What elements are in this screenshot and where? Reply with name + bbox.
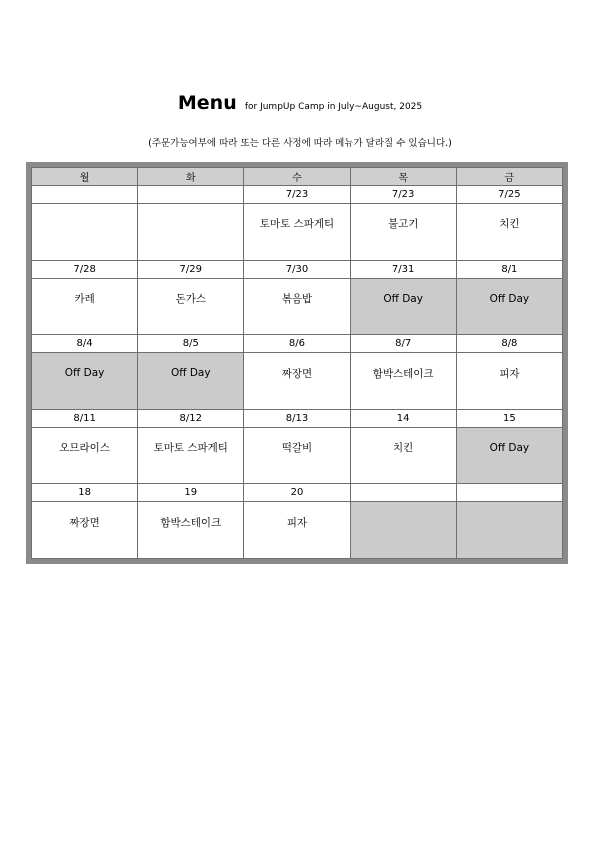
date-cell [138,186,244,204]
date-cell: 8/5 [138,335,244,353]
date-cell: 7/25 [456,186,562,204]
date-cell [350,484,456,502]
dish-cell [350,353,456,409]
weekday-header-cell: 월 [32,168,138,186]
dish-row [32,353,563,409]
title-main: Menu [177,92,237,114]
date-cell: 20 [244,484,350,502]
dish-row [32,278,563,334]
weekday-header-cell: 수 [244,168,350,186]
date-cell: 8/7 [350,335,456,353]
dish-cell [32,427,138,483]
date-cell [456,484,562,502]
dish-label: 짜장면 [281,367,313,380]
dish-cell [138,427,244,483]
date-row [32,186,563,204]
dish-cell [244,353,350,409]
date-cell: 8/12 [138,409,244,427]
dish-cell [456,353,562,409]
dish-label: 짜장면 [69,516,100,529]
date-row [32,409,563,427]
dish-label: Off Day [489,292,530,305]
dish-cell [350,204,456,260]
date-cell: 7/30 [244,260,350,278]
document-title [0,92,600,114]
dish-label: 불고기 [387,218,419,231]
date-cell: 8/1 [456,260,562,278]
date-cell: 8/11 [32,409,138,427]
dish-cell [244,427,350,483]
dish-cell [138,502,244,559]
date-cell: 7/23 [350,186,456,204]
dish-label: 치킨 [393,442,414,455]
dish-label: Off Day [170,367,211,380]
date-row [32,335,563,353]
dish-label: Off Day [489,441,530,454]
date-cell: 8/6 [244,335,350,353]
dish-row [32,502,563,559]
date-cell: 7/23 [244,186,350,204]
off-day-cell [138,353,244,409]
date-cell: 14 [350,409,456,427]
dish-label: 카레 [74,293,95,305]
off-day-cell [456,427,562,483]
date-cell: 8/13 [244,409,350,427]
dish-label: 떡갈비 [281,442,313,455]
weekday-header-cell: 화 [138,168,244,186]
date-cell: 18 [32,484,138,502]
date-cell: 7/31 [350,260,456,278]
dish-label: 토마토 스파게티 [259,218,335,231]
dish-row [32,204,563,260]
off-day-cell [350,278,456,334]
menu-notice: (주문가능여부에 따라 또는 다른 사정에 따라 메뉴가 달라질 수 있습니다.) [148,138,452,149]
dish-cell [138,278,244,334]
off-day-cell [32,353,138,409]
off-day-cell [456,278,562,334]
dish-cell [244,278,350,334]
dish-label: Off Day [383,292,423,305]
empty-grey-cell [456,502,562,559]
date-cell: 7/28 [32,260,138,278]
date-cell: 8/4 [32,335,138,353]
dish-label: 오므라이스 [59,442,110,455]
dish-cell [32,502,138,559]
dish-cell [32,204,138,260]
dish-label: 돈가스 [175,293,206,305]
dish-label: 피자 [286,516,308,529]
menu-table-frame [26,162,568,564]
dish-cell [32,278,138,334]
dish-cell [350,427,456,483]
menu-table [31,167,563,559]
dish-cell [244,204,350,260]
date-row [32,484,563,502]
dish-label: 치킨 [499,218,520,231]
weekday-header-cell: 목 [350,168,456,186]
title-subtitle: for JumpUp Camp in July~August, 2025 [244,102,423,112]
weekday-header-row [32,168,563,186]
weekday-header-cell: 금 [456,168,562,186]
date-cell: 19 [138,484,244,502]
dish-label: 함박스테이크 [160,516,222,529]
date-cell: 7/29 [138,260,244,278]
date-cell [32,186,138,204]
dish-label: 토마토 스파게티 [153,442,228,455]
dish-label: 피자 [499,367,520,380]
dish-label: 함박스테이크 [372,367,434,380]
date-cell: 8/8 [456,335,562,353]
empty-grey-cell [350,502,456,559]
dish-label: Off Day [64,367,105,380]
dish-row [32,427,563,483]
date-row [32,260,563,278]
date-cell: 15 [456,409,562,427]
dish-label: 볶음밥 [281,293,313,305]
dish-cell [138,204,244,260]
dish-cell [456,204,562,260]
dish-cell [244,502,350,559]
